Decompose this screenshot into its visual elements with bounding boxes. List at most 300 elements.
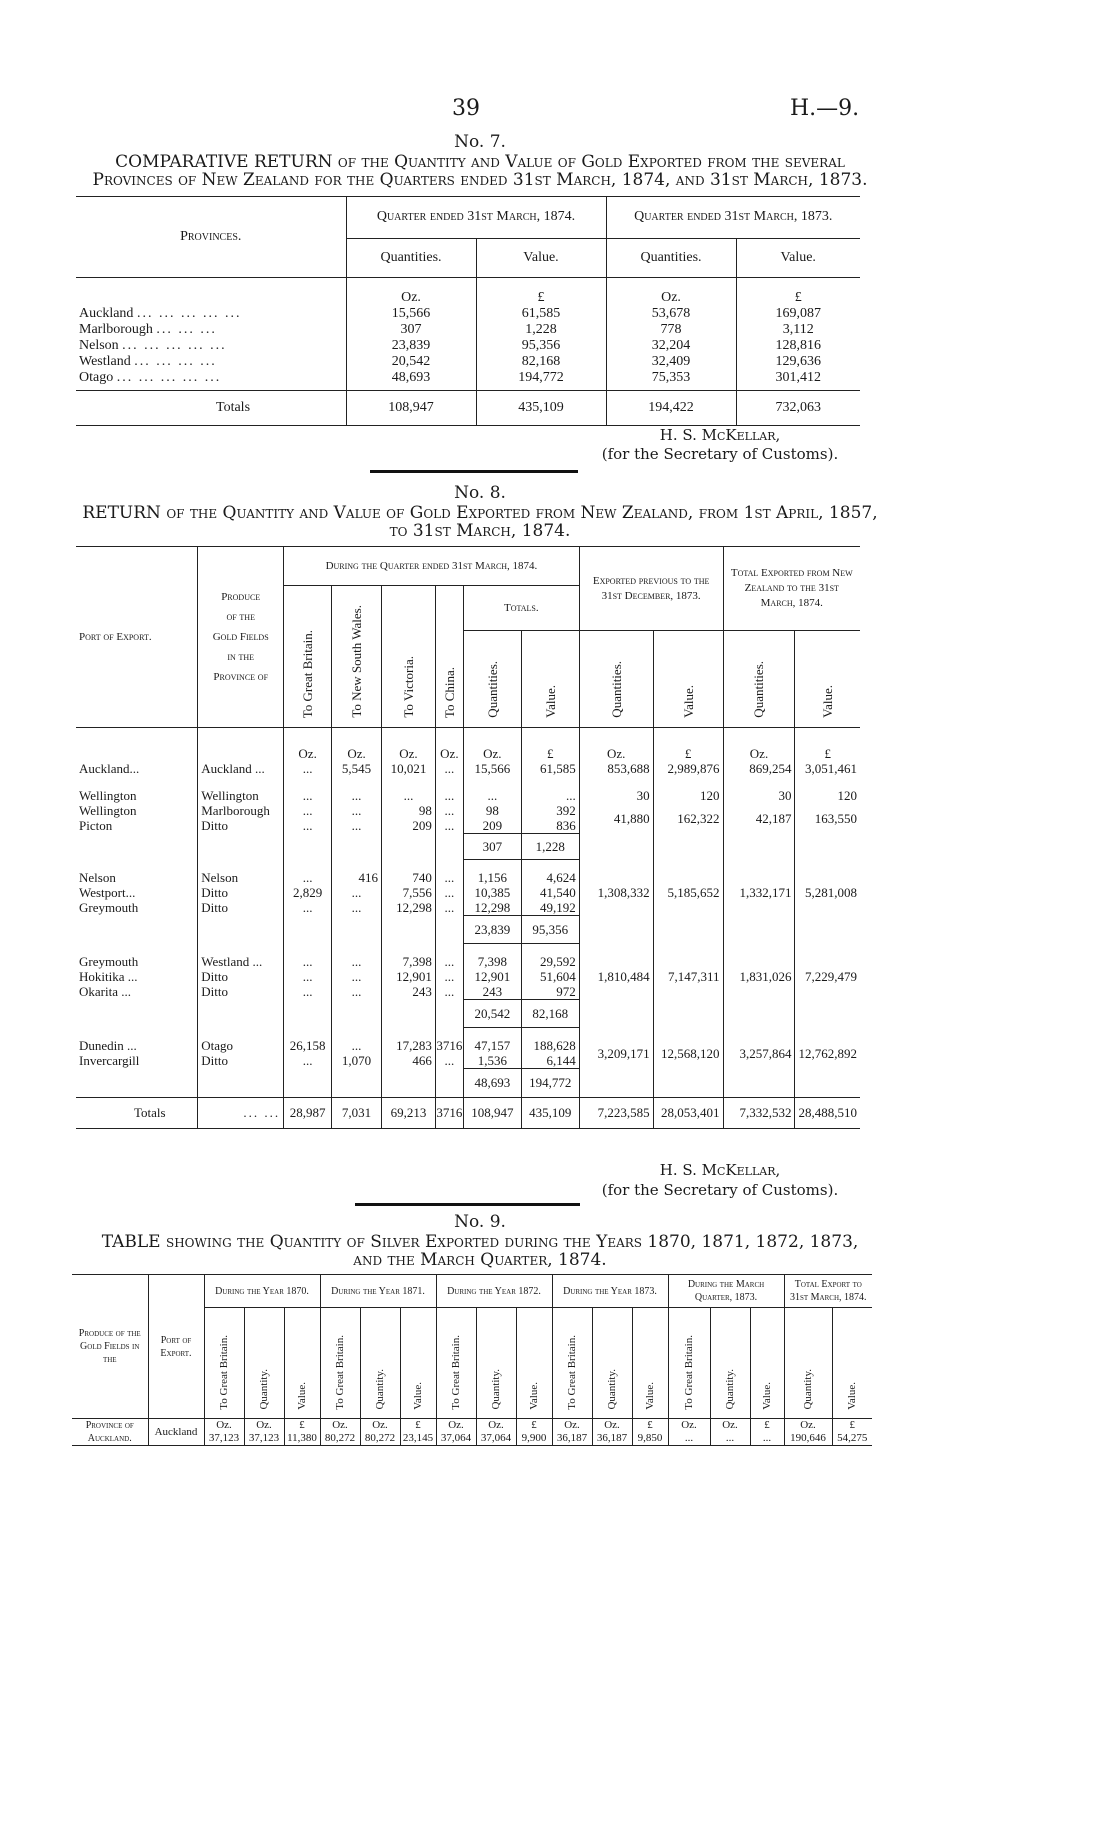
total-cell: 3716	[435, 1097, 463, 1128]
unit-spacer	[76, 728, 198, 762]
produce-cell: Ditto	[198, 885, 284, 900]
cell: ...	[750, 1432, 784, 1446]
unit-oz: Oz.	[710, 1419, 750, 1433]
cell: 740	[381, 860, 435, 886]
header-provinces: Provinces.	[76, 197, 346, 278]
header-produce: Produce of the Gold Fields in the	[72, 1275, 148, 1419]
cell: 3,051,461	[805, 761, 857, 776]
subtotal-cell: 48,693	[463, 1069, 521, 1098]
header-value-1873: Value.	[736, 238, 860, 278]
cell: ...	[435, 860, 463, 886]
produce-cell: Marlborough	[198, 803, 284, 818]
province-nelson: Nelson ... ... ... ... ...	[76, 338, 346, 354]
value-cell: 128,816	[775, 338, 821, 353]
total-cell: 435,109	[521, 1097, 579, 1128]
table7-title-line2: Provinces of New Zealand for the Quarters ended 31st March, 1874, and 31st March, 1873.	[92, 170, 868, 190]
port-cell: Greymouth	[76, 900, 198, 916]
cell: 61,585	[521, 761, 579, 776]
produce-cell: Westland ...	[198, 944, 284, 970]
cell: 7,147,311	[653, 944, 723, 1000]
unit-oz: Oz.	[476, 1419, 516, 1433]
province-auckland: Auckland ... ... ... ... ...	[76, 306, 346, 322]
header-port-of-export: Port of Export.	[76, 547, 198, 728]
spacer	[381, 1069, 435, 1098]
produce-cell: Ditto	[198, 984, 284, 1000]
cell: 11,380	[284, 1432, 320, 1446]
total-cell: 28,987	[284, 1097, 332, 1128]
cell: 188,628	[521, 1028, 579, 1054]
spacer	[579, 1000, 653, 1028]
spacer	[653, 1000, 723, 1028]
table9-number: No. 9.	[454, 1212, 506, 1232]
cell: 98	[463, 803, 521, 818]
cell: ...	[435, 1053, 463, 1069]
header-qty: Quantity.	[710, 1308, 750, 1419]
cell: 7,556	[381, 885, 435, 900]
total-value-1873: 732,063	[775, 400, 821, 415]
cell: ...	[435, 776, 463, 803]
cell: ...	[435, 984, 463, 1000]
cell: 80,272	[320, 1432, 360, 1446]
header-qty: Quantity.	[592, 1308, 632, 1419]
cell: ...	[435, 969, 463, 984]
unit-pound: £	[284, 1419, 320, 1433]
total-cell: 28,488,510	[798, 1105, 857, 1120]
spacer	[653, 1069, 723, 1098]
header-total-export: Total Export to 31st March, 1874.	[784, 1275, 872, 1308]
header-val: Value.	[400, 1308, 436, 1419]
header-totals: Totals.	[463, 586, 579, 631]
value-cell: 82,168	[476, 354, 606, 370]
port-cell: Wellington	[76, 803, 198, 818]
spacer	[381, 834, 435, 860]
unit-oz: Oz.	[435, 728, 463, 762]
cell: 10,385	[463, 885, 521, 900]
value-cell: 129,636	[775, 354, 821, 369]
unit-oz: Oz.	[668, 1419, 710, 1433]
cell: 7,229,479	[805, 969, 857, 984]
table8-title-line1: RETURN of the Quantity and Value of Gold Exported from New Zealand, from 1st April, 1857,	[82, 503, 878, 523]
cell: 47,157	[463, 1028, 521, 1054]
cell: 3,209,171	[579, 1028, 653, 1069]
port-cell: Auckland	[148, 1419, 204, 1446]
cell: 869,254	[723, 761, 795, 776]
cell: ...	[435, 900, 463, 916]
spacer	[198, 1000, 284, 1028]
cell: 1,308,332	[579, 860, 653, 916]
spacer	[284, 916, 332, 944]
table8-title-line2: to 31st March, 1874.	[389, 521, 571, 541]
subtotal-cell: 95,356	[521, 916, 579, 944]
cell: 243	[463, 984, 521, 1000]
cell: 12,901	[381, 969, 435, 984]
table7	[76, 196, 860, 426]
produce-cell: Wellington	[198, 776, 284, 803]
cell: 1,156	[463, 860, 521, 886]
cell: ...	[332, 944, 382, 970]
unit-oz: Oz.	[592, 1419, 632, 1433]
header-val: Value.	[632, 1308, 668, 1419]
cell: 972	[521, 984, 579, 1000]
cell: 120	[837, 788, 857, 803]
total-quantity-1874: 108,947	[346, 391, 476, 426]
province-marlborough: Marlborough ... ... ...	[76, 322, 346, 338]
spacer	[795, 834, 860, 860]
signature-name: H. S. McKellar,	[659, 426, 781, 444]
cell: ...	[710, 1432, 750, 1446]
unit-row	[76, 278, 346, 307]
spacer	[723, 834, 795, 860]
table8	[76, 546, 860, 1129]
header-val: Value.	[750, 1308, 784, 1419]
cell: 12,568,120	[653, 1028, 723, 1069]
total-cell: 7,223,585	[579, 1097, 653, 1128]
header-to-china: To China.	[435, 586, 463, 728]
section-divider	[370, 470, 578, 473]
table7-title-line1: COMPARATIVE RETURN of the Quantity and Value of Gold Exported from the several	[115, 152, 845, 172]
province-westland: Westland ... ... ... ...	[76, 354, 346, 370]
cell: 2,989,876	[653, 761, 723, 776]
cell: ...	[521, 776, 579, 803]
unit-oz: Oz.	[320, 1419, 360, 1433]
cell: 29,592	[521, 944, 579, 970]
cell: ...	[332, 776, 382, 803]
total-cell: 108,947	[463, 1097, 521, 1128]
header-value: Value.	[521, 631, 579, 728]
table9-title-line2: and the March Quarter, 1874.	[353, 1250, 607, 1270]
table8-number: No. 8.	[454, 483, 506, 503]
header-gb: To Great Britain.	[668, 1308, 710, 1419]
cell: 162,322	[653, 803, 723, 834]
quantity-cell: 53,678	[606, 306, 736, 322]
header-prev-value: Value.	[653, 631, 723, 728]
total-cell: 7,031	[332, 1097, 382, 1128]
header-total-exported: Total Exported from New Zealand to the 31st March, 1874.	[730, 567, 853, 609]
cell: ...	[284, 860, 332, 886]
cell: 10,021	[381, 761, 435, 776]
unit-pound: £	[794, 290, 802, 305]
cell: ...	[332, 885, 382, 900]
spacer	[723, 1000, 795, 1028]
cell: 2,829	[284, 885, 332, 900]
unit-oz: Oz.	[360, 1419, 400, 1433]
unit-oz: Oz.	[436, 1419, 476, 1433]
header-port-of-export: Port of Export.	[148, 1275, 204, 1419]
spacer	[579, 834, 653, 860]
spacer	[723, 916, 795, 944]
port-cell: Nelson	[76, 860, 198, 886]
cell: ...	[284, 900, 332, 916]
header-quantities: Quantities.	[463, 631, 521, 728]
cell: ...	[435, 885, 463, 900]
spacer	[795, 916, 860, 944]
cell: 120	[653, 776, 723, 803]
header-qty: Quantity.	[476, 1308, 516, 1419]
spacer	[332, 834, 382, 860]
subtotal-cell: 82,168	[521, 1000, 579, 1028]
spacer	[435, 916, 463, 944]
cell: 5,185,652	[653, 860, 723, 916]
spacer	[381, 1000, 435, 1028]
quantity-cell: 15,566	[346, 306, 476, 322]
header-year-1871: During the Year 1871.	[320, 1275, 436, 1308]
cell: 9,850	[632, 1432, 668, 1446]
subtotal-cell: 1,228	[521, 834, 579, 860]
quantity-cell: 307	[346, 322, 476, 338]
cell: 54,275	[837, 1432, 868, 1444]
produce-cell: Ditto	[198, 900, 284, 916]
unit-pound: £	[516, 1419, 552, 1433]
header-qty: Quantity.	[360, 1308, 400, 1419]
header-year-1872: During the Year 1872.	[436, 1275, 552, 1308]
cell: 416	[332, 860, 382, 886]
spacer	[76, 834, 198, 860]
header-year-1870: During the Year 1870.	[204, 1275, 320, 1308]
produce-cell: Province of Auckland.	[72, 1419, 148, 1446]
cell: 41,880	[579, 803, 653, 834]
cell: 12,298	[381, 900, 435, 916]
port-cell: Westport...	[76, 885, 198, 900]
cell: ...	[435, 818, 463, 834]
unit-oz: Oz.	[381, 728, 435, 762]
spacer	[198, 1069, 284, 1098]
spacer	[723, 1069, 795, 1098]
cell: ...	[435, 761, 463, 776]
header-produce: Produce of the Gold Fields in the Province of	[198, 547, 284, 728]
table7-number: No. 7.	[454, 132, 506, 152]
signature-role: (for the Secretary of Customs).	[601, 445, 839, 463]
unit-pound: £	[476, 278, 606, 307]
header-quantities-1873: Quantities.	[606, 238, 736, 278]
unit-oz: Oz.	[332, 728, 382, 762]
cell: 30	[723, 776, 795, 803]
cell: ...	[284, 818, 332, 834]
header-total-value: Value.	[795, 631, 860, 728]
cell: 37,064	[476, 1432, 516, 1446]
cell: 12,762,892	[798, 1045, 857, 1061]
quantity-cell: 75,353	[606, 370, 736, 391]
spacer	[198, 834, 284, 860]
document-reference: H.—9.	[790, 96, 860, 121]
unit-pound: £	[653, 728, 723, 762]
cell: 49,192	[521, 900, 579, 916]
cell: 37,064	[436, 1432, 476, 1446]
header-during-quarter: During the Quarter ended 31st March, 1874.	[284, 547, 580, 586]
spacer	[76, 916, 198, 944]
cell: 853,688	[579, 761, 653, 776]
province-otago: Otago ... ... ... ... ...	[76, 370, 346, 391]
header-march-quarter: During the March Quarter, 1873.	[668, 1275, 784, 1308]
spacer	[435, 1069, 463, 1098]
cell: 37,123	[204, 1432, 244, 1446]
cell: ...	[381, 776, 435, 803]
spacer	[795, 1000, 860, 1028]
header-to-nsw: To New South Wales.	[332, 586, 382, 728]
spacer	[284, 834, 332, 860]
total-quantity-1873: 194,422	[606, 391, 736, 426]
cell: ...	[284, 803, 332, 818]
unit-oz: Oz.	[723, 728, 795, 762]
cell: ...	[284, 984, 332, 1000]
header-gb: To Great Britain.	[204, 1308, 244, 1419]
value-cell: 169,087	[775, 306, 821, 321]
total-value-1874: 435,109	[476, 391, 606, 426]
header-year-1873: During the Year 1873.	[552, 1275, 668, 1308]
header-quarter-1874: Quarter ended 31st March, 1874.	[346, 197, 606, 239]
cell: ...	[284, 1053, 332, 1069]
spacer	[284, 1069, 332, 1098]
cell: 1,332,171	[723, 860, 795, 916]
page-number: 39	[452, 96, 480, 121]
totals-dots: ... ...	[198, 1097, 284, 1128]
port-cell: Invercargill	[76, 1053, 198, 1069]
unit-oz: Oz.	[784, 1419, 832, 1433]
port-cell: Wellington	[76, 776, 198, 803]
produce-cell: Ditto	[198, 969, 284, 984]
header-val: Value.	[845, 1382, 858, 1410]
unit-oz: Oz.	[579, 728, 653, 762]
total-cell: 7,332,532	[723, 1097, 795, 1128]
header-quarter-1873: Quarter ended 31st March, 1873.	[606, 197, 860, 239]
header-gb: To Great Britain.	[320, 1308, 360, 1419]
cell: 12,901	[463, 969, 521, 984]
cell: 23,145	[400, 1432, 436, 1446]
value-cell: 194,772	[476, 370, 606, 391]
header-val: Value.	[284, 1308, 320, 1419]
spacer	[435, 1000, 463, 1028]
spacer	[76, 1069, 198, 1098]
quantity-cell: 778	[606, 322, 736, 338]
total-cell: 69,213	[381, 1097, 435, 1128]
cell: 17,283	[381, 1028, 435, 1054]
cell: 41,540	[521, 885, 579, 900]
signature-role: (for the Secretary of Customs).	[601, 1181, 839, 1199]
spacer	[198, 916, 284, 944]
unit-pound: £	[824, 746, 831, 761]
unit-pound: £	[750, 1419, 784, 1433]
cell: 3,257,864	[723, 1028, 795, 1069]
quantity-cell: 32,204	[606, 338, 736, 354]
cell: 3716	[435, 1028, 463, 1054]
cell: 209	[463, 818, 521, 834]
unit-oz: Oz.	[346, 278, 476, 307]
cell: 836	[521, 818, 579, 834]
cell: 37,123	[244, 1432, 284, 1446]
cell: ...	[332, 1028, 382, 1054]
cell: 466	[381, 1053, 435, 1069]
cell: 51,604	[521, 969, 579, 984]
cell: ...	[332, 818, 382, 834]
signature-name: H. S. McKellar,	[659, 1161, 781, 1179]
cell: 26,158	[284, 1028, 332, 1054]
port-cell: Okarita ...	[76, 984, 198, 1000]
cell: ...	[332, 969, 382, 984]
cell: ...	[332, 900, 382, 916]
cell: ...	[435, 944, 463, 970]
spacer	[284, 1000, 332, 1028]
port-cell: Dunedin ...	[76, 1028, 198, 1054]
totals-label: Totals	[76, 391, 346, 426]
unit-pound: £	[632, 1419, 668, 1433]
cell: 36,187	[552, 1432, 592, 1446]
produce-cell: Otago	[198, 1028, 284, 1054]
cell: 7,398	[463, 944, 521, 970]
total-cell: 28,053,401	[653, 1097, 723, 1128]
unit-oz: Oz.	[463, 728, 521, 762]
unit-oz: Oz.	[606, 278, 736, 307]
header-prev-quantities: Quantities.	[579, 631, 653, 728]
cell: 1,831,026	[723, 944, 795, 1000]
spacer	[653, 834, 723, 860]
cell: 190,646	[784, 1432, 832, 1446]
port-cell: Picton	[76, 818, 198, 834]
header-gb: To Great Britain.	[552, 1308, 592, 1419]
cell: 4,624	[521, 860, 579, 886]
cell: 42,187	[723, 803, 795, 834]
cell: 5,545	[332, 761, 382, 776]
cell: ...	[284, 969, 332, 984]
port-cell: Greymouth	[76, 944, 198, 970]
cell: ...	[284, 776, 332, 803]
subtotal-cell: 194,772	[521, 1069, 579, 1098]
cell: 9,900	[516, 1432, 552, 1446]
spacer	[332, 1000, 382, 1028]
spacer	[332, 916, 382, 944]
cell: ...	[668, 1432, 710, 1446]
cell: 6,144	[521, 1053, 579, 1069]
header-exported-previous: Exported previous to the 31st December, 1873.	[579, 547, 723, 631]
cell: 392	[521, 803, 579, 818]
unit-oz: Oz.	[284, 728, 332, 762]
spacer	[381, 916, 435, 944]
spacer	[579, 916, 653, 944]
subtotal-cell: 23,839	[463, 916, 521, 944]
spacer	[332, 1069, 382, 1098]
value-cell: 1,228	[476, 322, 606, 338]
value-cell: 95,356	[476, 338, 606, 354]
quantity-cell: 23,839	[346, 338, 476, 354]
cell: ...	[463, 776, 521, 803]
quantity-cell: 20,542	[346, 354, 476, 370]
cell: ...	[332, 984, 382, 1000]
value-cell: 301,412	[736, 370, 860, 391]
cell: 5,281,008	[805, 885, 857, 900]
unit-pound: £	[849, 1419, 855, 1431]
cell: 1,810,484	[579, 944, 653, 1000]
quantity-cell: 32,409	[606, 354, 736, 370]
spacer	[76, 1000, 198, 1028]
unit-pound: £	[400, 1419, 436, 1433]
produce-cell: Auckland ...	[198, 761, 284, 776]
produce-cell: Ditto	[198, 1053, 284, 1069]
produce-cell: Ditto	[198, 818, 284, 834]
header-to-great-britain: To Great Britain.	[284, 586, 332, 728]
header-gb: To Great Britain.	[436, 1308, 476, 1419]
cell: 80,272	[360, 1432, 400, 1446]
value-cell: 3,112	[782, 322, 814, 337]
section-divider	[355, 1203, 580, 1206]
header-val: Value.	[516, 1308, 552, 1419]
cell: 1,536	[463, 1053, 521, 1069]
totals-label: Totals	[76, 1097, 198, 1128]
spacer	[579, 1069, 653, 1098]
header-qty: Quantity.	[784, 1308, 832, 1419]
cell: 1,070	[332, 1053, 382, 1069]
cell: 15,566	[463, 761, 521, 776]
produce-cell: Nelson	[198, 860, 284, 886]
header-qty: Quantity.	[244, 1308, 284, 1419]
value-cell: 61,585	[476, 306, 606, 322]
